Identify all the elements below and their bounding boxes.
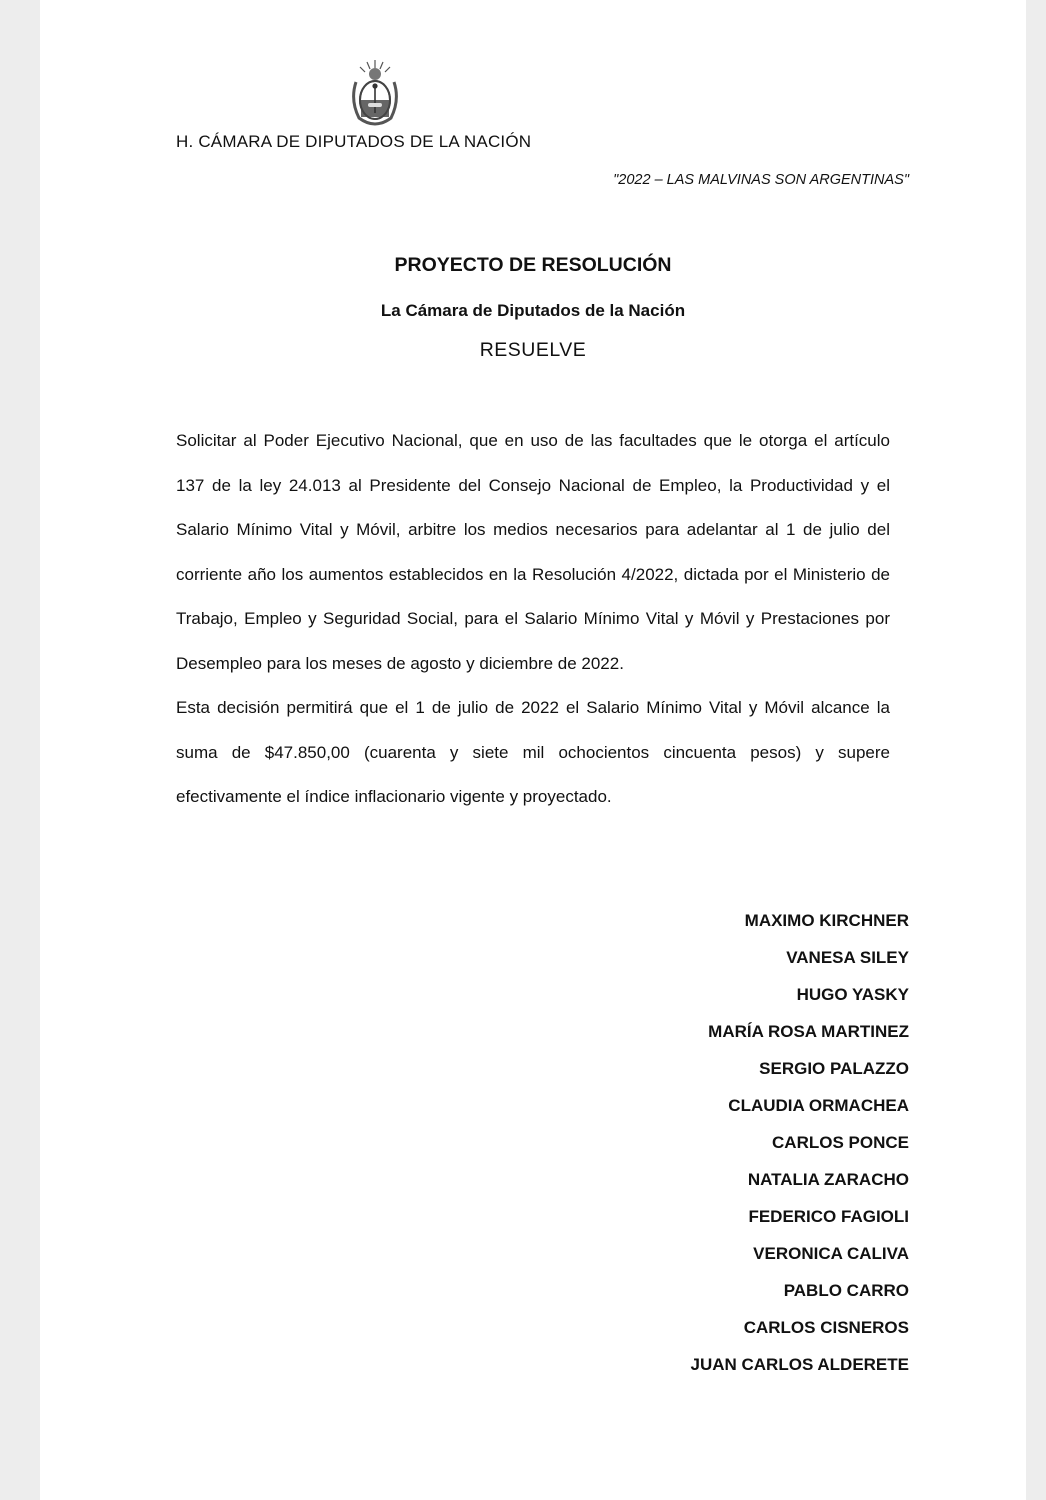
signatory-name: CARLOS PONCE — [772, 1133, 909, 1152]
document-subtitle: La Cámara de Diputados de la Nación — [380, 301, 686, 320]
signatory-name: JUAN CARLOS ALDERETE — [690, 1355, 909, 1374]
document-page — [40, 0, 1026, 1500]
signatory-name: FEDERICO FAGIOLI — [748, 1207, 909, 1226]
signatory-name: CLAUDIA ORMACHEA — [728, 1096, 909, 1115]
resolves-heading: RESUELVE — [479, 339, 587, 361]
signatory-name: CARLOS CISNEROS — [743, 1318, 909, 1337]
resolution-body — [176, 419, 890, 820]
signatory-name: HUGO YASKY — [796, 985, 909, 1004]
signatory-name: MARÍA ROSA MARTINEZ — [708, 1022, 909, 1041]
signatory-name: PABLO CARRO — [783, 1281, 909, 1300]
coat-of-arms-icon — [347, 58, 403, 128]
signatory-list — [691, 902, 910, 1383]
signatory-name: VERONICA CALIVA — [753, 1244, 909, 1263]
chamber-header: H. CÁMARA DE DIPUTADOS DE LA NACIÓN — [176, 132, 532, 151]
document-title: PROYECTO DE RESOLUCIÓN — [394, 254, 672, 276]
signatory-name: NATALIA ZARACHO — [747, 1170, 909, 1189]
signatory-name: VANESA SILEY — [786, 948, 909, 967]
body-paragraph: Solicitar al Poder Ejecutivo Nacional, que en uso de las facultades que le otorga el artículo 137 de la ley 24.013 al Presidente del Consejo Nacional de Empleo, la Productividad y el Salario Mínimo Vital y Móvil, arbitre los medios necesarios para adelantar al 1 de julio del corriente año los aumentos establecidos en la Resolución 4/2022, dictada por el Ministerio de Trabajo, Empleo y Seguridad Social, para el Salario Mínimo Vital y Móvil y Prestaciones por Desempleo para los meses de agosto y diciembre de 2022. — [176, 431, 890, 673]
body-paragraph: Esta decisión permitirá que el 1 de julio de 2022 el Salario Mínimo Vital y Móvil alcance la suma de $47.850,00 (cuarenta y siete mil ochocientos cincuenta pesos) y supere efectivamente el índice inflacionario vigente y proyectado. — [176, 698, 890, 806]
signatory-name: SERGIO PALAZZO — [759, 1059, 909, 1078]
signatory-name: MAXIMO KIRCHNER — [744, 911, 909, 930]
year-motto: "2022 – LAS MALVINAS SON ARGENTINAS" — [613, 172, 909, 188]
